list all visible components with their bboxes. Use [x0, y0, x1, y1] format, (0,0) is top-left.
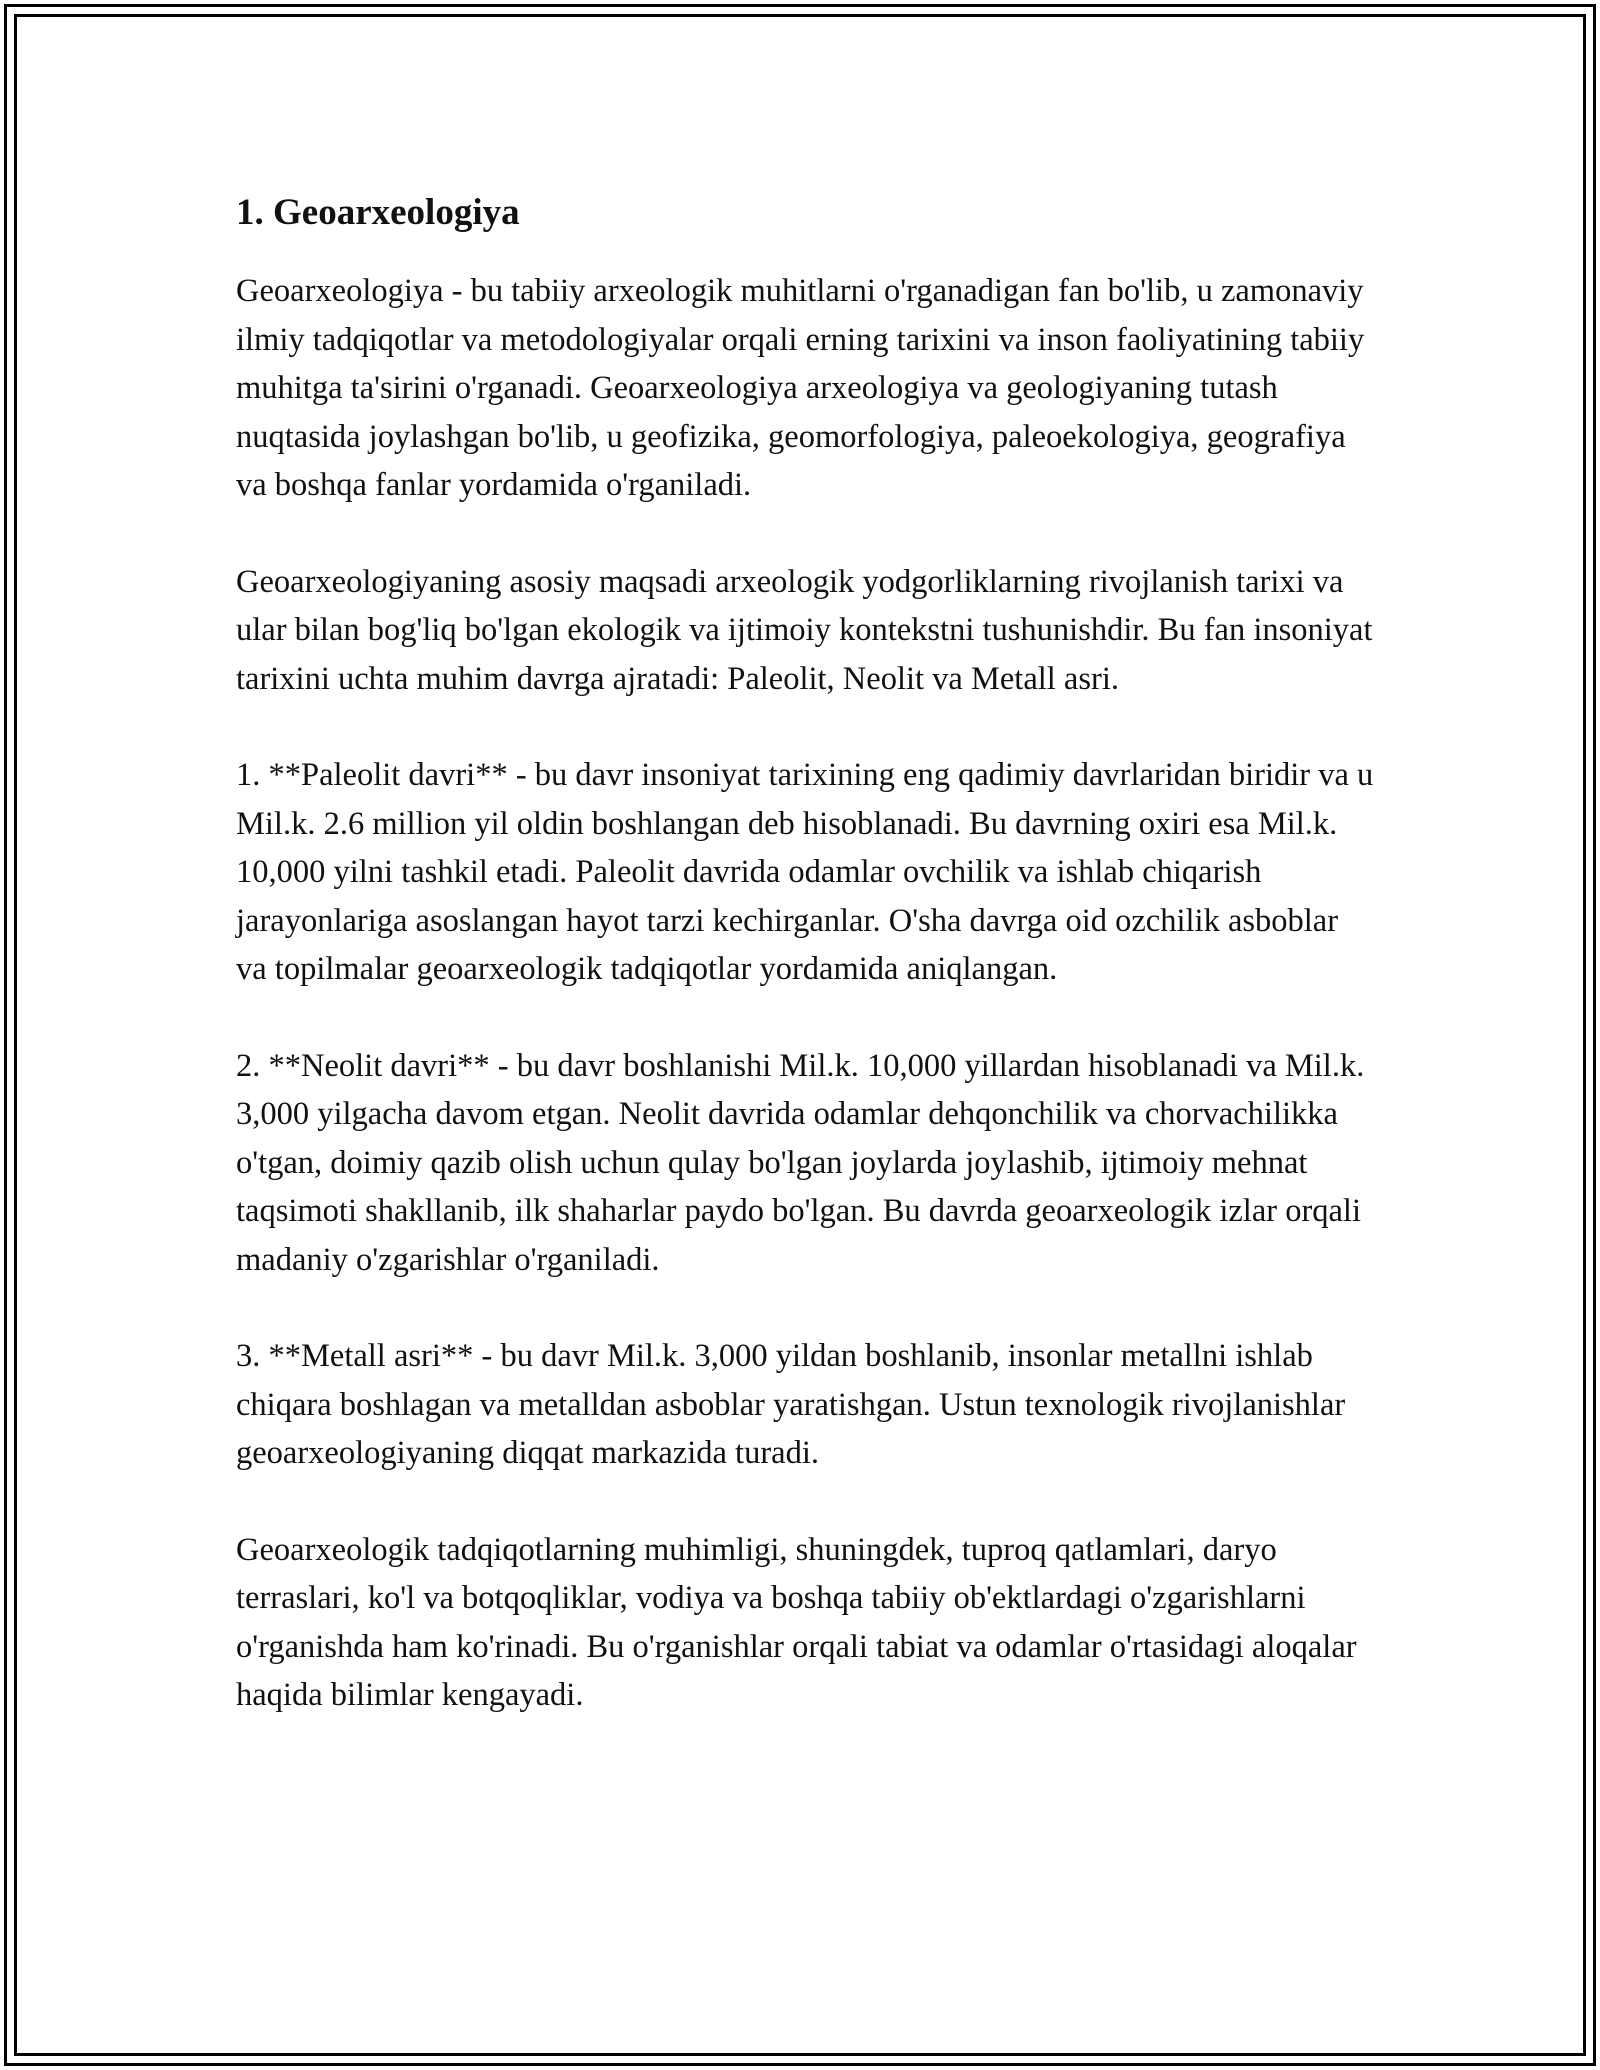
paragraph-metal-age: 3. **Metall asri** - bu davr Mil.k. 3,000 yildan boshlanib, insonlar metallni ishlab chiqara boshlagan va metalldan asboblar yaratishgan. Ustun texnologik rivojlanishlar geoarxeologiyaning diqqat markazida turadi. [236, 1338, 1346, 1471]
paragraph-paleolithic: 1. **Paleolit davri** - bu davr insoniyat tarixining eng qadimiy davrlaridan biridir va u Mil.k. 2.6 million yil oldin boshlangan deb hisoblanadi. Bu davrning oxiri esa Mil.k. 10,000 yilni tashkil etadi. Paleolit davrida odamlar ovchilik va ishlab chiqarish jarayonlariga asoslangan hayot tarzi kechirganlar. O'sha davrga oid ozchilik asboblar va topilmalar geoarxeologik tadqiqotlar yordamida aniqlangan. [236, 757, 1374, 987]
section-heading: 1. Geoarxeologiya [236, 192, 520, 233]
paragraph-neolithic: 2. **Neolit davri** - bu davr boshlanishi Mil.k. 10,000 yillardan hisoblanadi va Mil.k. 3,000 yilgacha davom etgan. Neolit davrida odamlar dehqonchilik va chorvachilikka o'tgan, doimiy qazib olish uchun qulay bo'lgan joylarda joylashib, ijtimoiy mehnat taqsimoti shakllanib, ilk shaharlar paydo bo'lgan. Bu davrda geoarxeologik izlar orqali madaniy o'zgarishlar o'rganiladi. [236, 1047, 1365, 1278]
document-body [236, 185, 1376, 1768]
paragraph-intro: Geoarxeologiya - bu tabiiy arxeologik muhitlarni o'rganadigan fan bo'lib, u zamonaviy ilmiy tadqiqotlar va metodologiyalar orqali erning tarixini va inson faoliyatining tabiiy muhitga ta'sirini o'rganadi. Geoarxeologiya arxeologiya va geologiyaning tutash nuqtasida joylashgan bo'lib, u geofizika, geomorfologiya, paleoekologiya, geografiya va boshqa fanlar yordamida o'rganiladi. [236, 273, 1365, 503]
paragraph-conclusion: Geoarxeologik tadqiqotlarning muhimligi, shuningdek, tuproq qatlamlari, daryo terraslari, ko'l va botqoqliklar, vodiya va boshqa tabiiy ob'ektlardagi o'zgarishlarni o'rganishda ham ko'rinadi. Bu o'rganishlar orqali tabiat va odamlar o'rtasidagi aloqalar haqida bilimlar kengayadi. [236, 1531, 1357, 1713]
paragraph-purpose: Geoarxeologiyaning asosiy maqsadi arxeologik yodgorliklarning rivojlanish tarixi va ular bilan bog'liq bo'lgan ekologik va ijtimoiy kontekstni tushunishdir. Bu fan insoniyat tarixini uchta muhim davrga ajratadi: Paleolit, Neolit va Metall asri. [236, 563, 1373, 697]
